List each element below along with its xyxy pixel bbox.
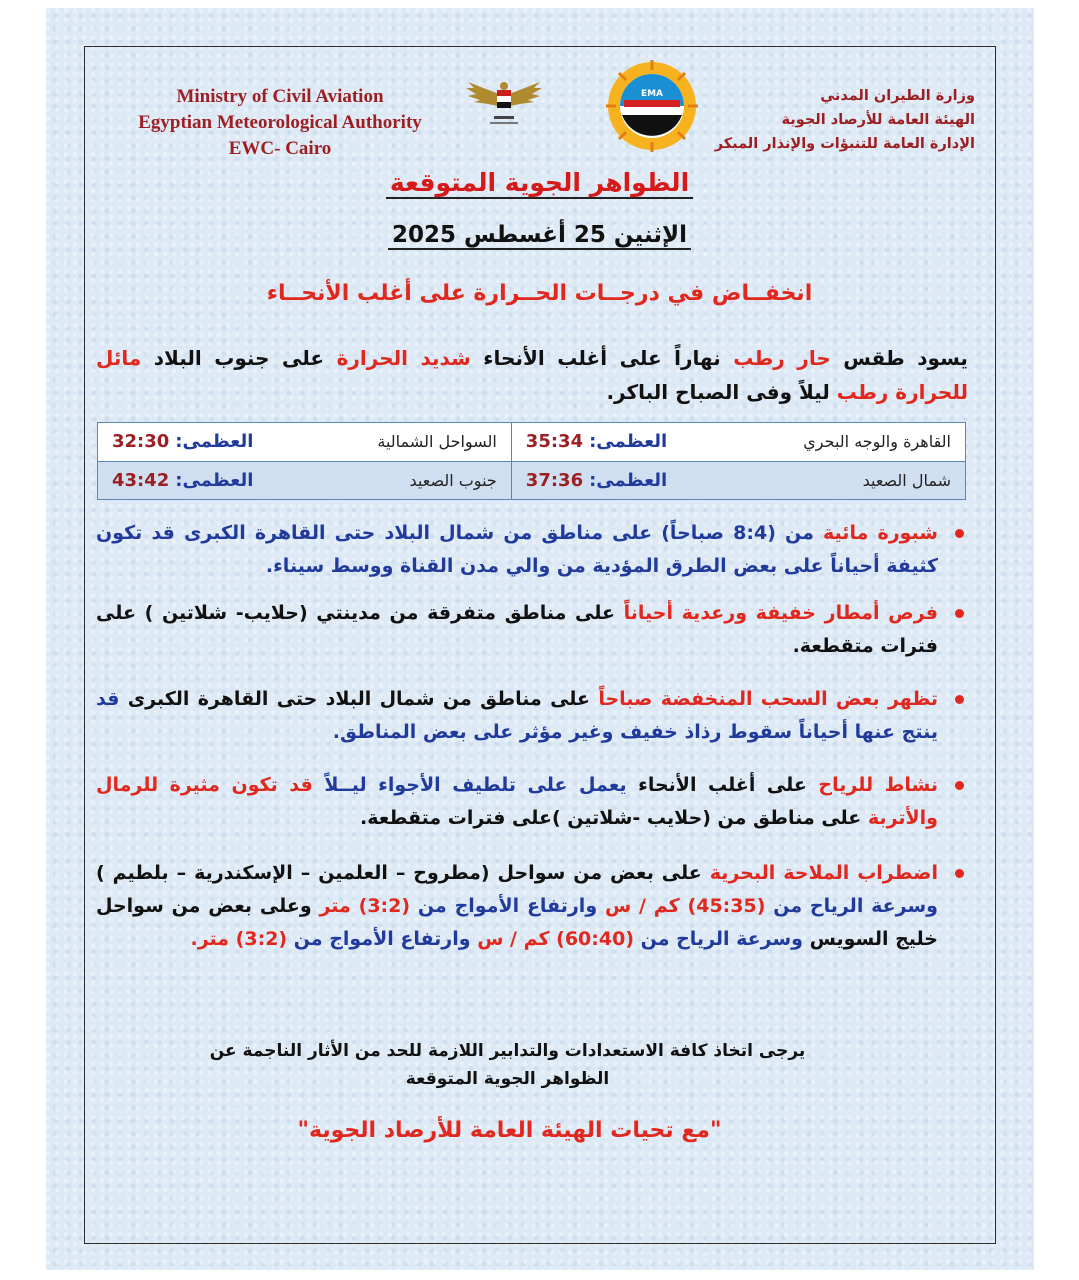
bullet-dot-icon xyxy=(955,695,964,704)
forecast-date: الإثنين 25 أغسطس 2025 xyxy=(0,222,1079,248)
table-cell xyxy=(511,423,965,462)
summary-paragraph: يسود طقس حار رطب نهاراً على أغلب الأنحاء شديد الحرارة على جنوب البلاد مائل للحرارة رطب ليلاً وفى الصباح الباكر. xyxy=(96,346,968,404)
region-name: جنوب الصعيد xyxy=(409,470,497,490)
greeting: "مع تحيات الهيئة العامة للأرصاد الجوية" xyxy=(297,1118,722,1143)
temperature-table xyxy=(97,422,966,500)
ar-ministry: وزارة الطيران المدني xyxy=(820,88,975,104)
region-name: السواحل الشمالية xyxy=(377,432,497,452)
bullet-dot-icon xyxy=(955,781,964,790)
table-row xyxy=(98,423,966,462)
headline: انخفــاض في درجــات الحــرارة على أغلب الأنحــاء xyxy=(266,281,813,306)
civil-aviation-wings-logo-icon xyxy=(464,72,544,136)
max-temp: العظمى:43:42 xyxy=(112,469,254,491)
english-header xyxy=(100,84,460,162)
ar-center: الإدارة العامة للتنبؤات والإنذار المبكر xyxy=(714,136,975,152)
arabic-header xyxy=(645,84,975,156)
en-authority: Egyptian Meteorological Authority xyxy=(138,112,422,133)
list-item: اضطراب الملاحة البحرية على بعض من سواحل (مطروح – العلمين – الإسكندرية – بلطيم ) وسرعة الرياح من (45:35) كم / س وارتفاع الأمواج من (3:2) متر وعلى بعض من سواحل خليج السويس وسرعة الرياح من (60:40) كم / س وارتفاع الأمواج من (3:2) متر. xyxy=(96,857,968,956)
max-temp: العظمى:37:36 xyxy=(525,469,668,491)
max-temp: العظمى:32:30 xyxy=(112,431,254,453)
ema-logo-text: EMA xyxy=(640,89,664,99)
table-row xyxy=(98,461,966,500)
region-name: شمال الصعيد xyxy=(862,470,951,490)
list-item: فرص أمطار خفيفة ورعدية أحياناً على مناطق متفرقة من مدينتي (حلايب- شلاتين ) على فترات متقطعة. xyxy=(96,597,968,663)
table-cell xyxy=(98,461,512,500)
ar-authority: الهيئة العامة للأرصاد الجوية xyxy=(781,112,975,128)
list-item: نشاط للرياح على أغلب الأنحاء يعمل على تلطيف الأجواء ليــلاً قد تكون مثيرة للرمال والأتربة على مناطق من (حلايب -شلاتين )على فترات متقطعة. xyxy=(96,769,968,835)
en-ministry: Ministry of Civil Aviation xyxy=(176,86,384,107)
closing-line-1: يرجى اتخاذ كافة الاستعدادات والتدابير اللازمة للحد من الأثار الناجمة عن xyxy=(209,1041,806,1061)
bullet-dot-icon xyxy=(955,529,964,538)
table-cell xyxy=(98,423,512,462)
en-center: EWC- Cairo xyxy=(228,138,332,159)
bullet-dot-icon xyxy=(955,869,964,878)
closing-note xyxy=(0,1037,1079,1093)
page-title: الظواهر الجوية المتوقعة xyxy=(0,168,1079,197)
bullet-dot-icon xyxy=(955,609,964,618)
table-cell xyxy=(511,461,965,500)
list-item: تظهر بعض السحب المنخفضة صباحاً على مناطق من شمال البلاد حتى القاهرة الكبرى قد ينتج عنها أحياناً سقوط رذاذ خفيف وغير مؤثر على بعض المناطق. xyxy=(96,683,968,749)
closing-line-2: الظواهر الجوية المتوقعة xyxy=(405,1069,610,1089)
region-name: القاهرة والوجه البحري xyxy=(803,432,951,452)
max-temp: العظمى:35:34 xyxy=(525,431,668,453)
forecast-bullets xyxy=(96,517,968,972)
list-item: شبورة مائية من (8:4 صباحاً) على مناطق من شمال البلاد حتى القاهرة الكبرى قد تكون كثيفة أحياناً على بعض الطرق المؤدية من والي مدن القناة ووسط سيناء. xyxy=(96,517,968,583)
